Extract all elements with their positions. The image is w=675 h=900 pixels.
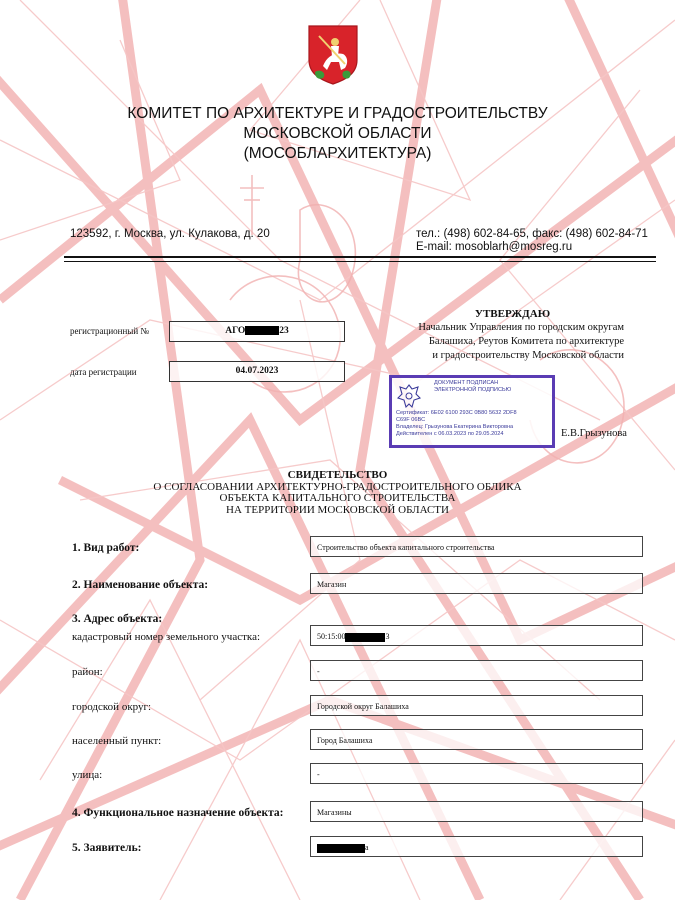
registration-date-label: дата регистрации	[70, 367, 137, 377]
approval-line-2: Балашиха, Реутов Комитета по архитектуре	[428, 336, 624, 347]
approval-title: УТВЕРЖДАЮ	[474, 308, 551, 320]
org-email[interactable]: E-mail: mosoblarh@mosreg.ru	[416, 241, 573, 253]
stamp-certificate: Сертификат: 6E02 6100 293C 0B80 5632 2DF8	[396, 410, 517, 416]
stamp-valid: Действителен с 06.03.2023 по 29.05.2024	[396, 431, 504, 437]
object-address-label: 3. Адрес объекта:	[72, 613, 163, 625]
redaction-block	[345, 633, 385, 642]
settlement-value: Город Балашиха	[310, 729, 643, 750]
purpose-value: Магазины	[310, 801, 643, 822]
street-value: -	[310, 763, 643, 784]
cadastral-value	[310, 625, 643, 646]
registration-number-suffix: 23	[279, 326, 289, 336]
stamp-certificate-2: C69F 06BC	[396, 417, 426, 423]
coat-of-arms-icon	[305, 22, 361, 86]
org-contacts	[416, 228, 648, 254]
purpose-label: 4. Функциональное назначение объекта:	[72, 807, 284, 819]
district-value: -	[310, 660, 643, 681]
digital-signature-stamp	[389, 375, 555, 448]
approval-line-3: и градостроительству Московской области	[432, 350, 624, 361]
street-label: улица:	[72, 769, 103, 781]
applicant-value	[310, 836, 643, 857]
applicant-suffix: а	[365, 843, 369, 852]
header-divider-thick	[64, 256, 656, 258]
object-name-label: 2. Наименование объекта:	[72, 579, 209, 591]
registration-number-box	[169, 321, 345, 342]
district-label: район:	[72, 666, 103, 678]
header-divider-thin	[64, 261, 656, 262]
stamp-owner: Владелец: Грызунова Екатерина Викторовна	[396, 424, 514, 430]
redaction-block	[317, 844, 365, 853]
certificate-line-3: НА ТЕРРИТОРИИ МОСКОВСКОЙ ОБЛАСТИ	[226, 503, 449, 516]
signer-name: Е.В.Грызунова	[561, 428, 627, 439]
registration-number-prefix: АГО	[225, 326, 246, 336]
org-line-3: (МОСОБЛАРХИТЕКТУРА)	[243, 145, 432, 162]
work-type-label: 1. Вид работ:	[72, 542, 140, 554]
city-district-label: городской округ:	[72, 701, 152, 713]
city-district-value: Городской округ Балашиха	[310, 695, 643, 716]
applicant-label: 5. Заявитель:	[72, 842, 142, 854]
certificate-line-2: ОБЪЕКТА КАПИТАЛЬНОГО СТРОИТЕЛЬСТВА	[219, 492, 456, 504]
org-phone: тел.: (498) 602-84-65, факс: (498) 602-84-71	[416, 228, 648, 240]
approval-line-1: Начальник Управления по городским округам	[418, 322, 624, 333]
certificate-heading: СВИДЕТЕЛЬСТВО	[287, 469, 388, 481]
object-name-value: Магазин	[310, 573, 643, 594]
cadastral-label: кадастровый номер земельного участка:	[72, 631, 261, 643]
cadastral-suffix: 3	[385, 632, 390, 641]
org-address: 123592, г. Москва, ул. Кулакова, д. 20	[70, 228, 270, 240]
approval-position	[394, 321, 624, 363]
stamp-line-1: ДОКУМЕНТ ПОДПИСАН	[434, 380, 499, 386]
organization-name	[100, 104, 575, 164]
registration-date-box: 04.07.2023	[169, 361, 345, 382]
registration-number-label: регистрационный №	[70, 326, 150, 336]
redaction-block	[245, 326, 279, 335]
russian-eagle-icon	[396, 382, 422, 410]
org-line-2: МОСКОВСКОЙ ОБЛАСТИ	[243, 125, 432, 142]
stamp-line-2: ЭЛЕКТРОННОЙ ПОДПИСЬЮ	[434, 387, 512, 393]
certificate-title	[100, 470, 575, 516]
settlement-label: населенный пункт:	[72, 735, 162, 747]
cadastral-prefix: 50:15:00	[317, 632, 346, 641]
org-line-1: КОМИТЕТ ПО АРХИТЕКТУРЕ И ГРАДОСТРОИТЕЛЬСТВУ	[127, 105, 548, 122]
certificate-line-1: О СОГЛАСОВАНИИ АРХИТЕКТУРНО-ГРАДОСТРОИТЕЛЬНОГО ОБЛИКА	[153, 480, 522, 493]
work-type-value: Строительство объекта капитального строительства	[310, 536, 643, 557]
